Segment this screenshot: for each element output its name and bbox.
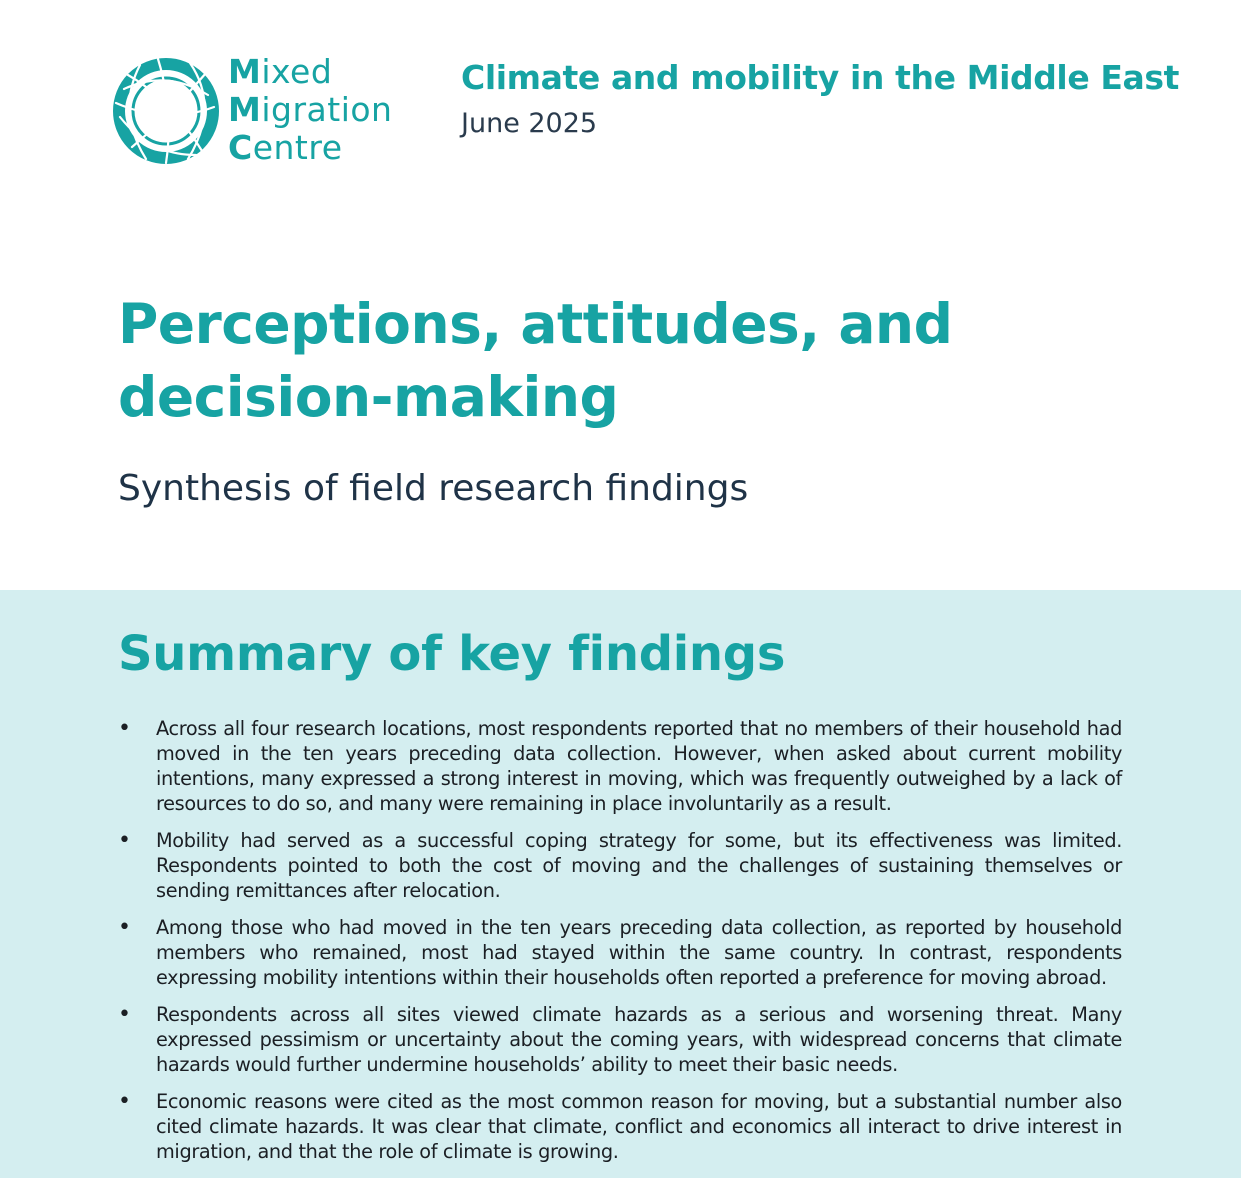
bullet-icon: • [118, 915, 131, 940]
series-title: Climate and mobility in the Middle East [461, 58, 1180, 97]
bullet-icon: • [118, 716, 131, 741]
bullet-icon: • [118, 828, 131, 853]
finding-item [118, 1002, 1122, 1077]
bullet-icon: • [118, 1002, 131, 1027]
logo-line-migration: Migration [228, 90, 393, 129]
finding-text: Economic reasons were cited as the most common reason for moving, but a substantial number also cited climate hazards. It was clear that climate, conflict and economics all interact to drive interest in migration, and that the role of climate is growing. [156, 1090, 1122, 1163]
findings-list [118, 716, 1122, 1176]
finding-text: Across all four research locations, most respondents reported that no members of their household had moved in the ten years preceding data collection. However, when asked about current mobility intentions, many expressed a strong interest in moving, which was frequently outweighed by a lack of resources to do so, and many were remaining in place involuntarily as a result. [156, 717, 1122, 815]
finding-item [118, 915, 1122, 990]
summary-section [0, 590, 1241, 1178]
logo-line-mixed: Mixed [228, 52, 333, 91]
finding-item [118, 716, 1122, 816]
finding-item [118, 1089, 1122, 1164]
report-title-line-1: Perceptions, attitudes, and [118, 292, 953, 356]
finding-item [118, 828, 1122, 903]
report-title-line-2: decision-making [118, 365, 619, 429]
finding-text: Mobility had served as a successful coping strategy for some, but its effectiveness was limited. Respondents pointed to both the cost of moving and the challenges of sustaining themselves or sending remittances after relocation. [156, 829, 1122, 902]
mmc-logo-wordmark [228, 53, 392, 167]
report-subtitle: Synthesis of field research findings [118, 468, 749, 509]
report-title [118, 288, 1018, 434]
finding-text: Respondents across all sites viewed climate hazards as a serious and worsening threat. Many expressed pessimism or uncertainty about the coming years, with widespread concerns that climate hazards would further undermine households’ ability to meet their basic needs. [156, 1003, 1122, 1076]
mmc-logo [110, 52, 410, 170]
publication-date: June 2025 [461, 108, 598, 139]
summary-heading: Summary of key findings [118, 626, 786, 682]
logo-line-centre: Centre [228, 128, 343, 167]
bullet-icon: • [118, 1089, 131, 1114]
mmc-logo-ring-icon [110, 55, 222, 167]
finding-text: Among those who had moved in the ten years preceding data collection, as reported by household members who remained, most had stayed within the same country. In contrast, respondents expressing mobility intentions within their households often reported a preference for moving abroad. [156, 916, 1122, 989]
